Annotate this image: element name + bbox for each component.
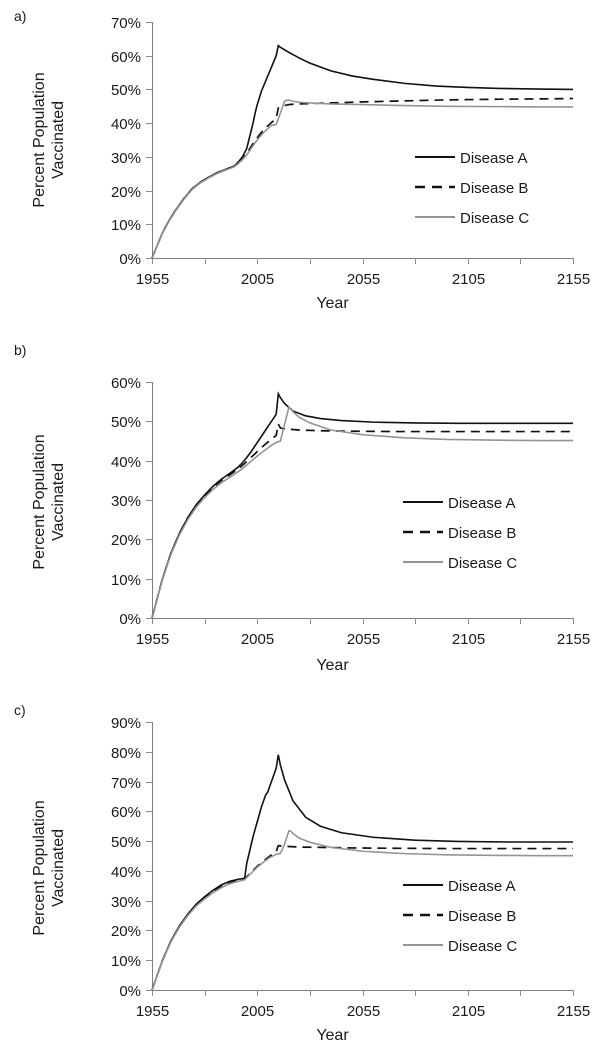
y-tick-label: 20% [110,923,141,940]
y-tick-label: 80% [110,745,141,762]
legend-label: Disease B [448,908,517,925]
y-tick-label: 10% [110,953,141,970]
panel-label-a: a) [14,8,27,24]
y-tick-label: 0% [119,611,141,628]
y-tick-label: 40% [110,454,141,471]
x-axis-title: Year [316,1027,349,1044]
legend-label: Disease A [448,878,516,895]
y-tick-label: 70% [110,775,141,792]
y-axis-title [31,434,67,569]
y-tick-label: 20% [110,184,141,201]
y-tick-label: 30% [110,894,141,911]
x-tick-label: 2005 [240,631,275,648]
x-tick-label: 2105 [451,631,486,648]
y-tick-label: 70% [110,15,141,32]
chart-legend [415,150,529,227]
chart-panel-b [0,330,600,690]
legend-label: Disease C [460,210,530,227]
y-tick-label: 50% [110,414,141,431]
y-tick-label: 20% [110,532,141,549]
y-tick-label: 0% [119,251,141,268]
y-tick-label: 60% [110,804,141,821]
y-tick-label: 60% [110,49,141,66]
y-axis-title [31,800,67,935]
series-line-disease-c [152,408,573,618]
legend-label: Disease B [448,525,517,542]
panel-label-c: c) [14,702,26,718]
panel-label-b: b) [14,342,27,358]
x-tick-label: 2105 [451,271,486,288]
x-tick-label: 2055 [346,271,381,288]
y-tick-label: 40% [110,864,141,881]
svg-text:Percent Population: Percent Population [31,434,48,570]
chart-legend [403,878,517,955]
x-axis-title: Year [316,295,349,312]
chart-a-svg [0,0,600,330]
y-tick-label: 10% [110,572,141,589]
chart-c-svg [0,690,600,1056]
legend-label: Disease C [448,938,518,955]
y-tick-label: 10% [110,217,141,234]
chart-panel-c [0,690,600,1056]
y-axis-title [31,72,67,207]
x-tick-label: 2055 [346,1003,381,1020]
x-tick-label: 2155 [556,631,591,648]
svg-text:Percent Population: Percent Population [31,800,48,936]
legend-label: Disease A [448,495,516,512]
x-axis-title: Year [316,657,349,674]
x-tick-label: 2155 [556,271,591,288]
y-tick-label: 90% [110,715,141,732]
legend-label: Disease B [460,180,529,197]
y-tick-label: 40% [110,116,141,133]
legend-label: Disease C [448,555,518,572]
legend-label: Disease A [460,150,528,167]
x-tick-label: 2055 [346,631,381,648]
chart-panel-a [0,0,600,330]
x-tick-label: 2005 [240,1003,275,1020]
series-line-disease-b [152,99,573,258]
svg-text:Vaccinated: Vaccinated [50,463,67,541]
y-tick-label: 50% [110,82,141,99]
chart-legend [403,495,517,572]
x-tick-label: 2005 [240,271,275,288]
x-tick-label: 1955 [135,631,170,648]
svg-text:Percent Population: Percent Population [31,72,48,208]
y-tick-label: 0% [119,983,141,1000]
y-tick-label: 60% [110,375,141,392]
series-line-disease-b [152,424,573,618]
y-tick-label: 30% [110,493,141,510]
chart-b-svg [0,330,600,690]
svg-text:Vaccinated: Vaccinated [50,101,67,179]
x-tick-label: 1955 [135,271,170,288]
y-tick-label: 30% [110,150,141,167]
x-tick-label: 2105 [451,1003,486,1020]
y-tick-label: 50% [110,834,141,851]
x-tick-label: 2155 [556,1003,591,1020]
svg-text:Vaccinated: Vaccinated [50,829,67,907]
x-tick-label: 1955 [135,1003,170,1020]
